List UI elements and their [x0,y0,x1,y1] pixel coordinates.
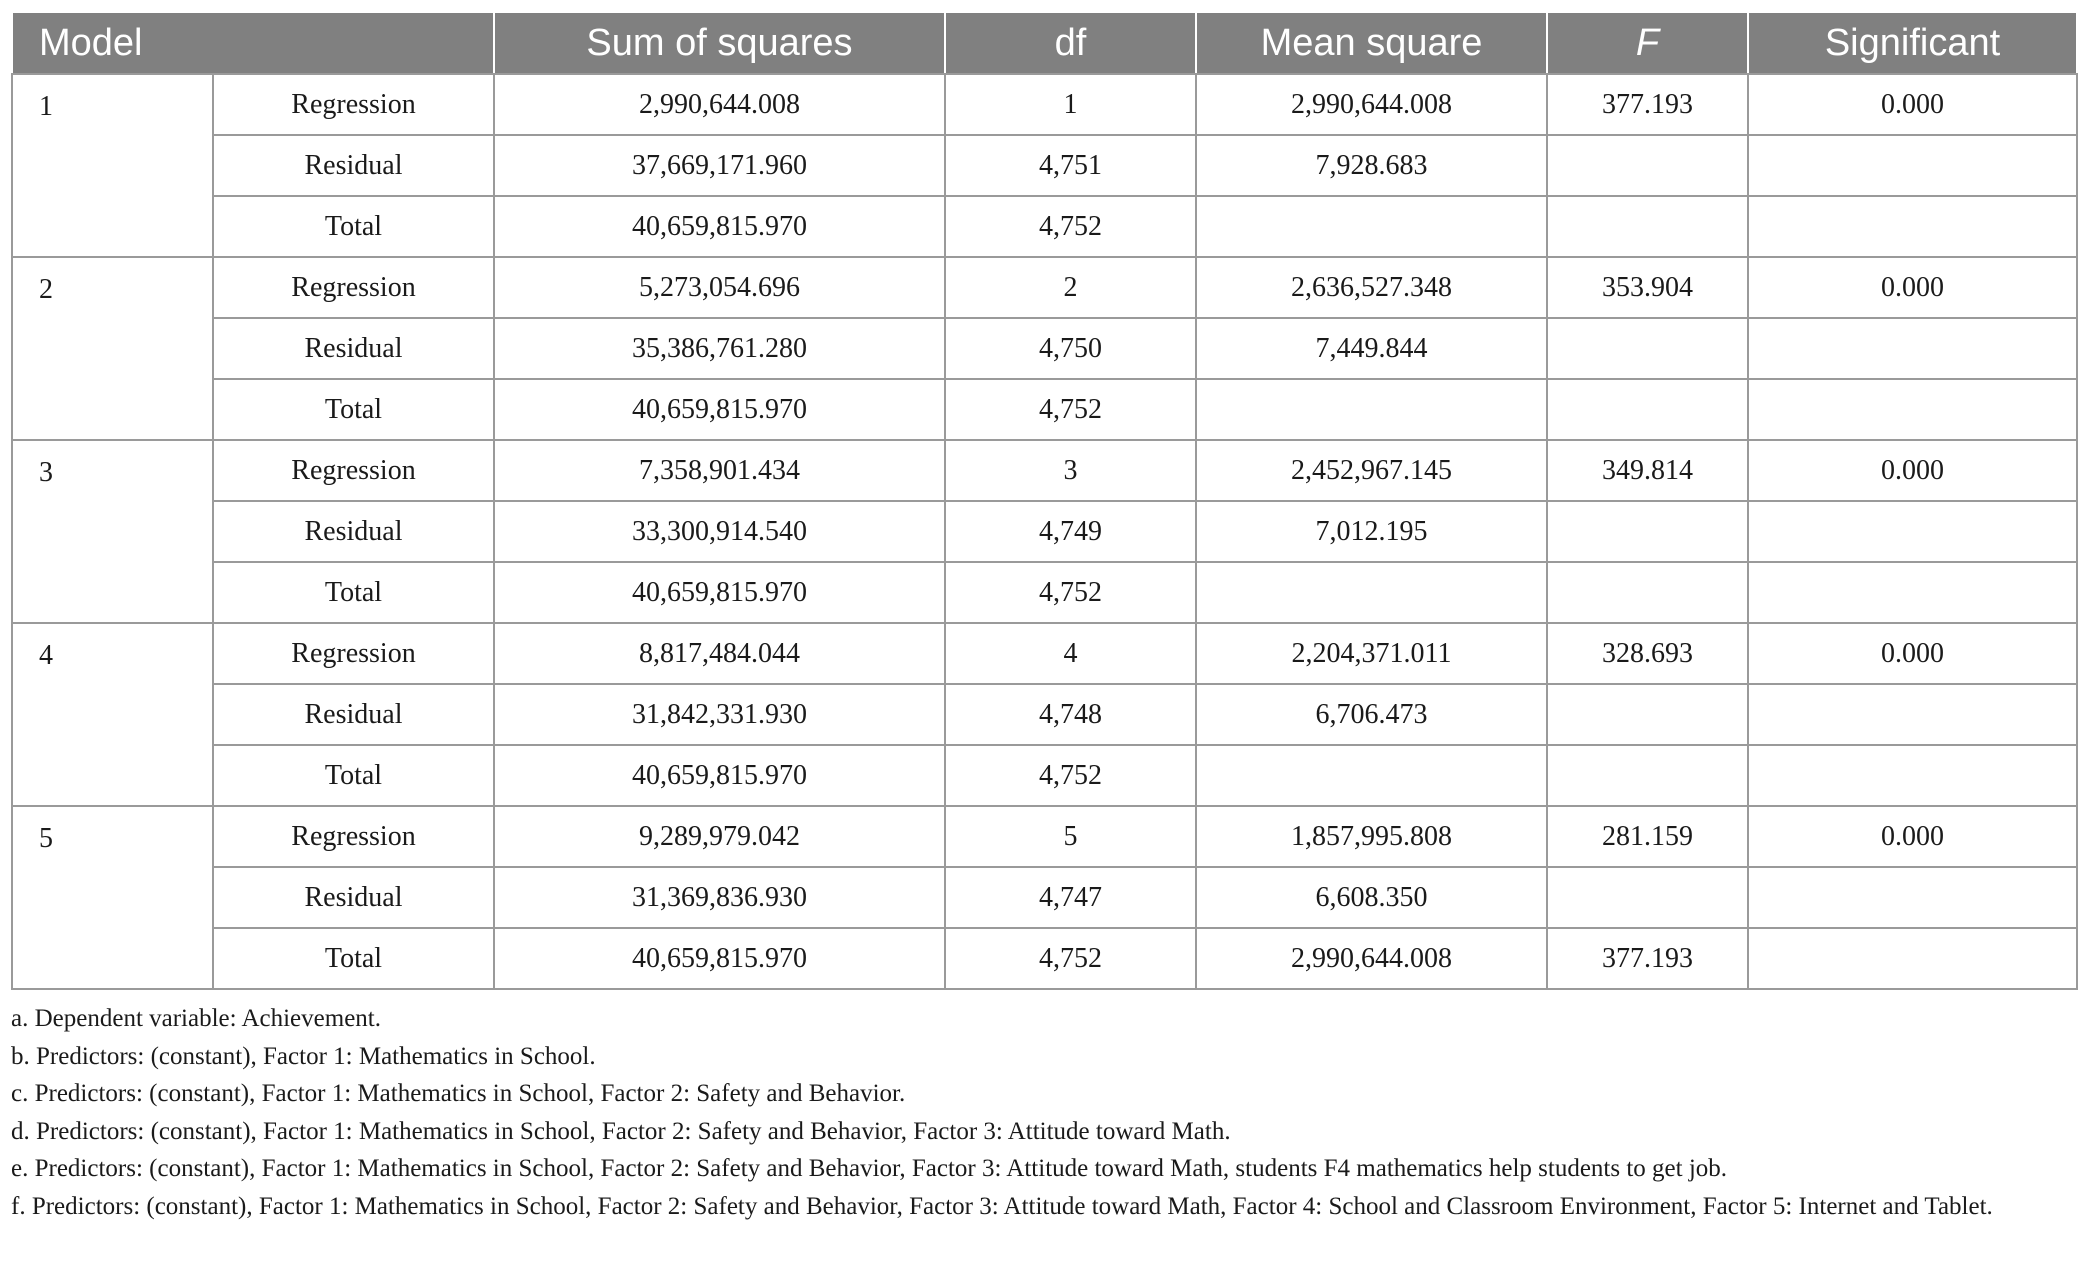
f-cell [1547,562,1748,623]
sum-of-squares-cell: 40,659,815.970 [494,928,945,989]
source-cell: Regression [213,806,494,867]
table-row [12,74,2077,135]
f-cell: 377.193 [1547,74,1748,135]
sum-of-squares-cell: 2,990,644.008 [494,74,945,135]
sum-of-squares-cell: 9,289,979.042 [494,806,945,867]
table-row [12,440,2077,501]
significant-cell [1748,135,2077,196]
model-number: 1 [12,74,213,257]
significant-cell: 0.000 [1748,74,2077,135]
df-cell: 4,752 [945,928,1196,989]
f-cell [1547,196,1748,257]
df-cell: 4,751 [945,135,1196,196]
df-cell: 4,747 [945,867,1196,928]
sum-of-squares-cell: 31,842,331.930 [494,684,945,745]
table-row [12,623,2077,684]
sum-of-squares-cell: 35,386,761.280 [494,318,945,379]
mean-square-cell: 2,452,967.145 [1196,440,1547,501]
table-row [12,928,2077,989]
f-cell [1547,745,1748,806]
source-cell: Residual [213,501,494,562]
mean-square-cell: 7,012.195 [1196,501,1547,562]
f-cell [1547,135,1748,196]
significant-cell [1748,379,2077,440]
footnote: a. Dependent variable: Achievement. [11,1005,381,1032]
significant-cell [1748,562,2077,623]
significant-cell: 0.000 [1748,806,2077,867]
anova-document [11,11,2076,1225]
mean-square-cell: 2,636,527.348 [1196,257,1547,318]
source-cell: Total [213,562,494,623]
mean-square-cell: 6,608.350 [1196,867,1547,928]
source-cell: Regression [213,257,494,318]
df-cell: 3 [945,440,1196,501]
source-cell: Residual [213,318,494,379]
sum-of-squares-cell: 40,659,815.970 [494,379,945,440]
table-row [12,379,2077,440]
df-cell: 4 [945,623,1196,684]
df-cell: 4,750 [945,318,1196,379]
f-cell [1547,379,1748,440]
significant-cell [1748,928,2077,989]
model-number: 3 [12,440,213,623]
sum-of-squares-cell: 31,369,836.930 [494,867,945,928]
header-df: df [945,12,1196,74]
f-cell [1547,501,1748,562]
header-significant: Significant [1748,12,2077,74]
sum-of-squares-cell: 40,659,815.970 [494,196,945,257]
source-cell: Regression [213,74,494,135]
mean-square-cell: 7,928.683 [1196,135,1547,196]
table-header [12,12,2077,74]
f-cell [1547,318,1748,379]
source-cell: Regression [213,440,494,501]
significant-cell [1748,196,2077,257]
mean-square-cell [1196,745,1547,806]
df-cell: 4,752 [945,379,1196,440]
table-row [12,501,2077,562]
footnote: f. Predictors: (constant), Factor 1: Mathematics in School, Factor 2: Safety and Behavior, Factor 3: Attitude toward Math, Factor 4: School and Classroom Environment, Factor 5: Internet and Tablet. [11,1192,1993,1220]
significant-cell: 0.000 [1748,440,2077,501]
model-number: 4 [12,623,213,806]
mean-square-cell [1196,196,1547,257]
sum-of-squares-cell: 5,273,054.696 [494,257,945,318]
table-body [12,74,2077,989]
df-cell: 4,748 [945,684,1196,745]
df-cell: 4,749 [945,501,1196,562]
table-row [12,257,2077,318]
mean-square-cell: 7,449.844 [1196,318,1547,379]
significant-cell [1748,867,2077,928]
f-cell: 281.159 [1547,806,1748,867]
source-cell: Total [213,379,494,440]
source-cell: Residual [213,867,494,928]
mean-square-cell [1196,562,1547,623]
f-cell: 328.693 [1547,623,1748,684]
source-cell: Total [213,196,494,257]
header-f: F [1547,12,1748,74]
mean-square-cell: 2,204,371.011 [1196,623,1547,684]
footnotes [11,1000,2076,1225]
table-row [12,318,2077,379]
significant-cell [1748,745,2077,806]
df-cell: 1 [945,74,1196,135]
df-cell: 5 [945,806,1196,867]
significant-cell: 0.000 [1748,257,2077,318]
anova-table [11,11,2078,990]
significant-cell [1748,318,2077,379]
sum-of-squares-cell: 8,817,484.044 [494,623,945,684]
model-number: 2 [12,257,213,440]
table-row [12,684,2077,745]
significant-cell [1748,684,2077,745]
mean-square-cell: 6,706.473 [1196,684,1547,745]
source-cell: Residual [213,135,494,196]
df-cell: 2 [945,257,1196,318]
mean-square-cell: 1,857,995.808 [1196,806,1547,867]
table-row [12,806,2077,867]
sum-of-squares-cell: 33,300,914.540 [494,501,945,562]
significant-cell: 0.000 [1748,623,2077,684]
table-row [12,867,2077,928]
sum-of-squares-cell: 37,669,171.960 [494,135,945,196]
header-row [12,12,2077,74]
source-cell: Total [213,745,494,806]
source-cell: Residual [213,684,494,745]
footnote: c. Predictors: (constant), Factor 1: Mathematics in School, Factor 2: Safety and Behavior. [11,1080,906,1107]
f-cell: 349.814 [1547,440,1748,501]
mean-square-cell: 2,990,644.008 [1196,74,1547,135]
source-cell: Total [213,928,494,989]
f-cell: 377.193 [1547,928,1748,989]
footnote: e. Predictors: (constant), Factor 1: Mathematics in School, Factor 2: Safety and Behavior, Factor 3: Attitude toward Math, students F4 mathematics help students to get job. [11,1155,1728,1182]
mean-square-cell [1196,379,1547,440]
df-cell: 4,752 [945,196,1196,257]
sum-of-squares-cell: 7,358,901.434 [494,440,945,501]
footnote: b. Predictors: (constant), Factor 1: Mathematics in School. [11,1042,596,1070]
header-model: Model [12,12,494,74]
table-row [12,562,2077,623]
df-cell: 4,752 [945,745,1196,806]
header-sum-of-squares: Sum of squares [494,12,945,74]
f-cell [1547,867,1748,928]
table-row [12,196,2077,257]
mean-square-cell: 2,990,644.008 [1196,928,1547,989]
header-mean-square: Mean square [1196,12,1547,74]
significant-cell [1748,501,2077,562]
f-cell [1547,684,1748,745]
f-cell: 353.904 [1547,257,1748,318]
table-row [12,745,2077,806]
df-cell: 4,752 [945,562,1196,623]
sum-of-squares-cell: 40,659,815.970 [494,562,945,623]
model-number: 5 [12,806,213,989]
footnote: d. Predictors: (constant), Factor 1: Mathematics in School, Factor 2: Safety and Behavior, Factor 3: Attitude toward Math. [11,1117,1231,1145]
sum-of-squares-cell: 40,659,815.970 [494,745,945,806]
table-row [12,135,2077,196]
source-cell: Regression [213,623,494,684]
